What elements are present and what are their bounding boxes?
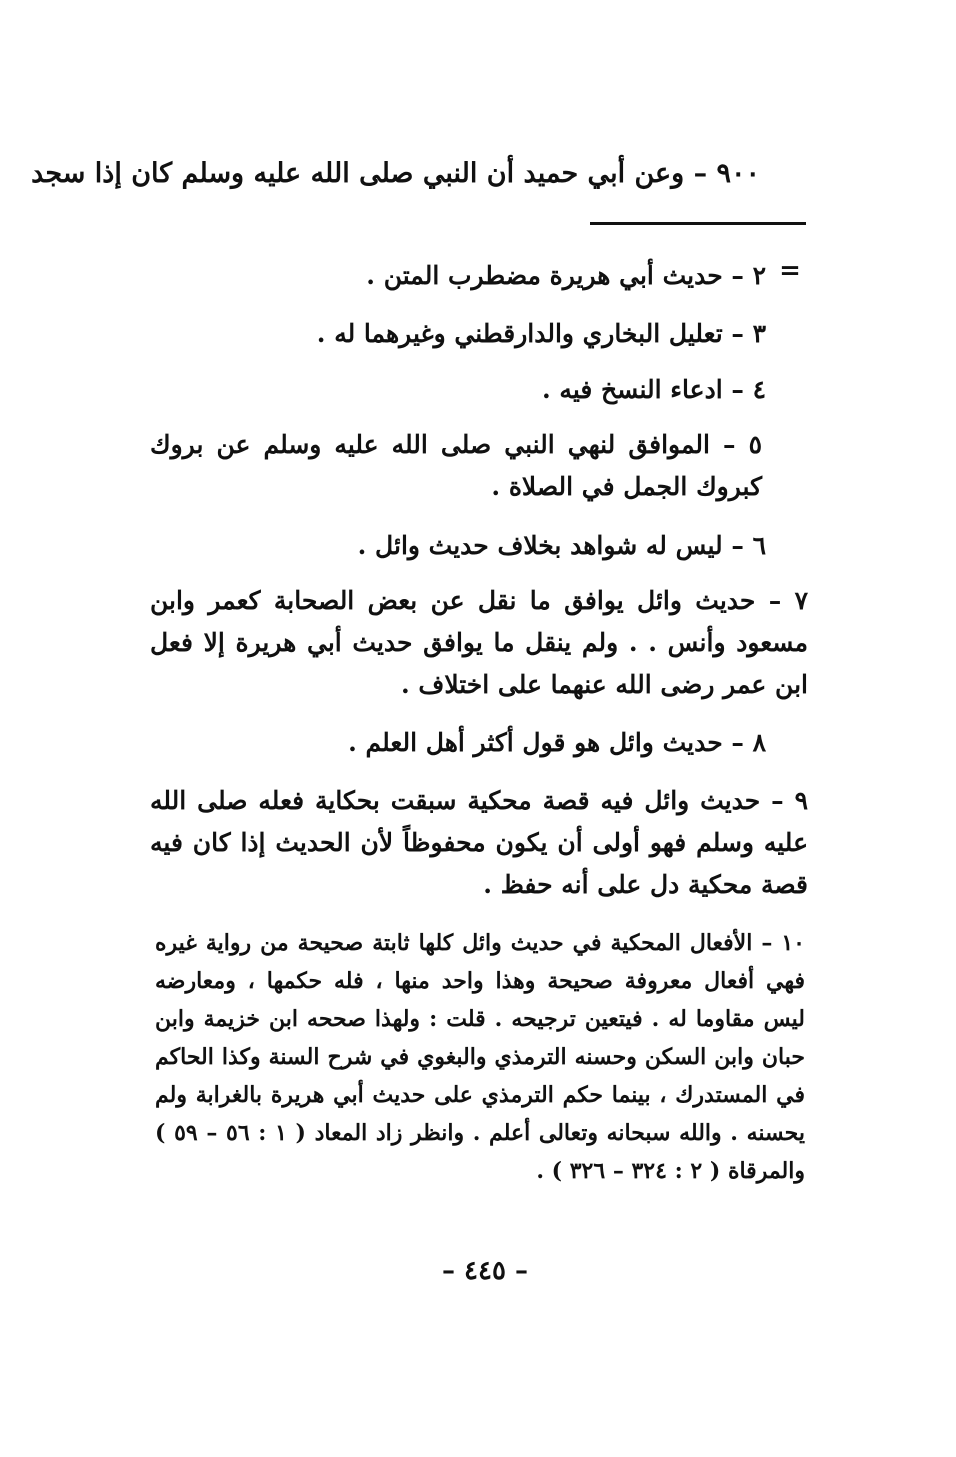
footnote-continuation-mark: = (779, 256, 801, 286)
footnote-item-2: ٢ – حديث أبي هريرة مضطرب المتن . (366, 261, 766, 290)
footnote-item-5: ٥ – الموافق لنهي النبي صلى الله عليه وسلم عن بروك كبروك الجمل في الصلاة . (150, 430, 762, 501)
footnote-item-3: ٣ – تعليل البخاري والدارقطني وغيرهما له . (316, 319, 766, 348)
footnote-item-10: ١٠ – الأفعال المحكية في حديث وائل كلها ثابتة صحيحة من رواية غيره فهي أفعال معروفة صحيحة وهذا واحد منها ، فله حكمها ، ومعارضه ليس مقاوما له . فيتعين ترجيحه . قلت : ولهذا صححه ابن خزيمة وابن حبان وابن السكن وحسنه الترمذي والبغوي في شرح السنة وكذا الحاكم في المستدرك ، بينما حكم الترمذي على حديث أبي هريرة بالغرابة ولم يحسنه . والله سبحانه وتعالى أعلم . وانظر زاد المعاد ( ١ : ٥٦ – ٥٩ ) والمرقاة ( ٢ : ٣٢٤ – ٣٢٦ ) . (155, 930, 805, 1184)
footnote-item-6: ٦ – ليس له شواهد بخلاف حديث وائل . (357, 531, 766, 560)
page-number: – ٤٤٥ – (441, 1256, 529, 1286)
footnote-item-7: ٧ – حديث وائل يوافق ما نقل عن بعض الصحابة كعمر وابن مسعود وأنس . . ولم ينقل ما يوافق حديث أبي هريرة إلا فعل ابن عمر رضى الله عنهما على اختلاف . (150, 586, 808, 699)
footnote-item-4: ٤ – ادعاء النسخ فيه . (542, 375, 766, 404)
main-hadith-text: ٩٠٠ – وعن أبي حميد أن النبي صلى الله عليه وسلم كان إذا سجد (31, 158, 760, 189)
footnote-separator-rule (590, 222, 806, 225)
footnote-item-9: ٩ – حديث وائل فيه قصة محكية سبقت بحكاية فعله صلى الله عليه وسلم فهو أولى أن يكون محفوظاً لأن الحديث إذا كان فيه قصة محكية دل على أنه حفظ . (150, 786, 808, 899)
footnote-item-8: ٨ – حديث وائل هو قول أكثر أهل العلم . (348, 728, 766, 757)
